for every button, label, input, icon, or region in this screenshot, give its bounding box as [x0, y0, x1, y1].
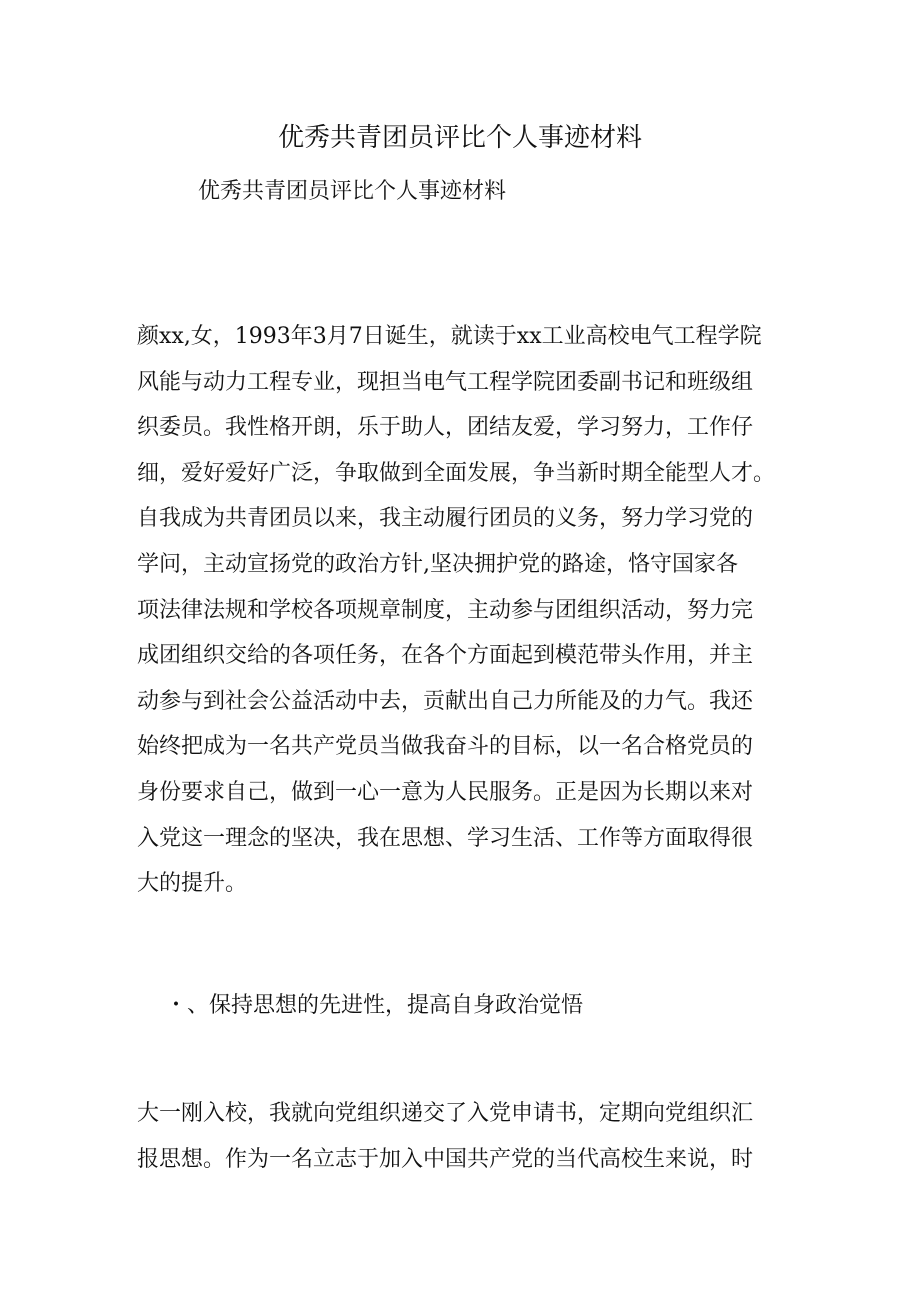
paragraph-line: 报思想。作为一名立志于加入中国共产党的当代高校生来说，时: [137, 1146, 754, 1172]
paragraph-line: 入党这一理念的坚决，我在思想、学习生活、工作等方面取得很: [137, 825, 754, 851]
document-subtitle: 优秀共青团员评比个人事迹材料: [198, 179, 507, 204]
paragraph-intro: [137, 314, 787, 907]
paragraph-line: 始终把成为一名共产党员当做我奋斗的目标，以一名合格党员的: [137, 734, 754, 760]
paragraph-line: 大一刚入校，我就向党组织递交了入党申请书，定期向党组织汇: [137, 1101, 754, 1126]
paragraph-line: 织委员。我性格开朗，乐于助人，团结友爱，学习努力，工作仔: [137, 415, 754, 441]
paragraph-line: 细，爱好爱好广泛，争取做到全面发展，争当新时期全能型人才。: [137, 460, 776, 486]
paragraph-section-one: [137, 1091, 787, 1182]
paragraph-line: 学问，主动宣扬党的政治方针,坚决拥护党的路途，恪守国家各: [137, 551, 738, 577]
document-title: 优秀共青团员评比个人事迹材料: [277, 123, 642, 153]
paragraph-line: 动参与到社会公益活动中去，贡献出自己力所能及的力气。我还: [137, 688, 754, 714]
paragraph-line: 项法律法规和学校各项规章制度，主动参与团组织活动，努力完: [137, 597, 754, 623]
paragraph-line: 成团组织交给的各项任务，在各个方面起到模范带头作用，并主: [137, 643, 754, 669]
paragraph-line: 自我成为共青团员以来，我主动履行团员的义务，努力学习党的: [137, 506, 754, 532]
paragraph-line: 身份要求自己，做到一心一意为人民服务。正是因为长期以来对: [137, 779, 754, 805]
paragraph-line: 颜xx,女，1993年3月7日诞生，就读于xx工业高校电气工程学院: [137, 324, 762, 349]
paragraph-line: 风能与动力工程专业，现担当电气工程学院团委副书记和班级组: [137, 369, 754, 395]
paragraph-line: 大的提升。: [137, 871, 248, 897]
section-heading: ・、保持思想的先进性，提高自身政治觉悟: [165, 993, 584, 1018]
